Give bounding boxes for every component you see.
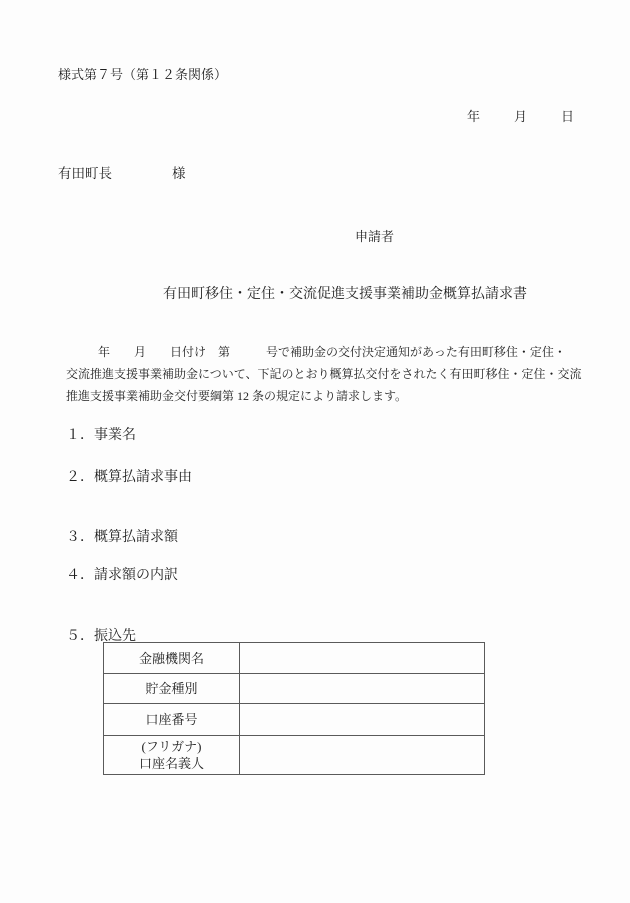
item-transfer-destination: ５．振込先 [66,629,136,644]
body-paragraph [66,341,582,407]
date-line [467,106,574,125]
body-line: 年 月 日付け 第 号で補助金の交付決定通知があった有田町移住・定住・ [98,345,566,359]
bank-name-label [104,643,240,674]
account-number-label [104,704,240,736]
deposit-type-value [240,674,485,704]
bank-name-value [240,643,485,674]
body-line: 交流推進支援事業補助金について、下記のとおり概算払交付をされたく有田町移住・定住・交流 [66,367,582,381]
account-number-label-text: 口座番号 [145,712,198,727]
form-number-label: 様式第７号（第１２条関係） [58,67,228,82]
addressee-honorific: 様 [172,166,186,181]
table-row [104,643,485,674]
deposit-type-label-text: 貯金種別 [145,681,198,696]
item-amount-breakdown: ４．請求額の内訳 [66,568,178,583]
table-row [104,674,485,704]
item-project-name: １．事業名 [66,428,136,443]
date-year-label: 年 [466,109,480,124]
bank-name-label-text: 金融機関名 [138,650,204,666]
addressee-line [58,162,186,182]
account-holder-label-text: 口座名義人 [138,756,204,771]
account-holder-value [240,736,485,775]
document-title: 有田町移住・定住・交流促進支援事業補助金概算払請求書 [163,287,527,302]
item-request-reason: ２．概算払請求事由 [66,470,192,485]
table-row [104,704,485,736]
furigana-label-text: (フリガナ) [141,739,202,754]
date-day-label: 日 [560,109,574,124]
bank-details-table [103,642,485,775]
table-row [104,736,485,775]
body-line: 推進支援事業補助金交付要綱第 12 条の規定により請求します。 [66,389,408,403]
date-month-label: 月 [513,109,527,124]
item-request-amount: ３．概算払請求額 [66,530,178,545]
applicant-label: 申請者 [355,229,395,244]
deposit-type-label [104,674,240,704]
addressee-name: 有田町長 [58,166,112,181]
account-number-value [240,704,485,736]
account-holder-label [104,736,240,775]
